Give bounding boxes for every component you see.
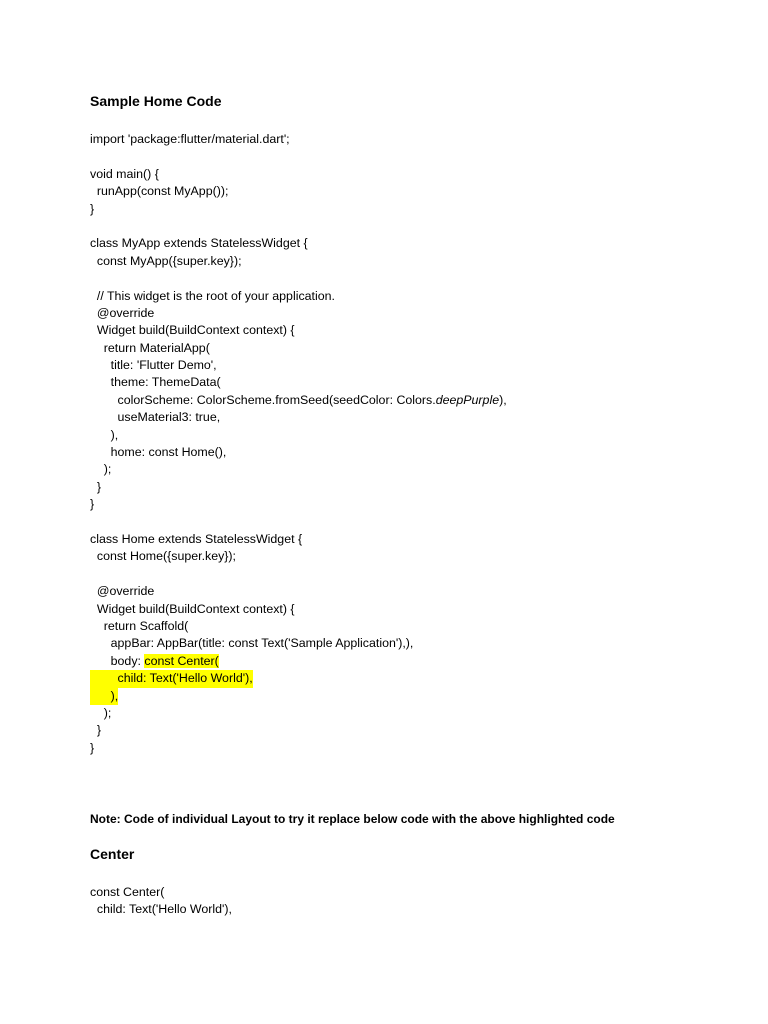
code-block-sample-home	[90, 131, 507, 757]
code-line: appBar: AppBar(title: const Text('Sample Application'),),	[90, 636, 414, 651]
code-line	[90, 218, 507, 235]
code-line: // This widget is the root of your application.	[90, 288, 335, 303]
code-line: class MyApp extends StatelessWidget {	[90, 236, 308, 251]
code-line: @override	[90, 584, 155, 599]
code-text: body:	[90, 653, 145, 668]
highlighted-code: child: Text('Hello World'),	[90, 670, 253, 687]
code-line: home: const Home(),	[90, 445, 227, 460]
code-line: runApp(const MyApp());	[90, 184, 229, 199]
code-text: ),	[499, 392, 507, 407]
code-line: Widget build(BuildContext context) {	[90, 323, 295, 338]
code-line: }	[90, 497, 95, 512]
code-line: child: Text('Hello World'),	[90, 902, 232, 917]
code-line-highlighted	[90, 688, 507, 705]
code-line: @override	[90, 305, 155, 320]
code-line: return Scaffold(	[90, 618, 189, 633]
code-line: }	[90, 723, 102, 738]
code-line: useMaterial3: true,	[90, 410, 221, 425]
code-text: colorScheme: ColorScheme.fromSeed(seedColor: Colors.	[90, 392, 436, 407]
code-line-highlighted	[90, 670, 507, 687]
code-line: const MyApp({super.key});	[90, 253, 242, 268]
code-line: );	[90, 705, 112, 720]
code-line: }	[90, 740, 95, 755]
section-heading-center: Center	[90, 846, 135, 862]
code-line	[90, 270, 507, 287]
code-line: ),	[90, 427, 119, 442]
code-line: const Center(	[90, 885, 165, 899]
italic-code-text: deepPurple	[435, 392, 500, 407]
code-line	[90, 566, 507, 583]
code-line: void main() {	[90, 166, 159, 181]
code-line	[90, 148, 507, 165]
code-line: class Home extends StatelessWidget {	[90, 531, 303, 546]
code-line: );	[90, 462, 112, 477]
code-line: return MaterialApp(	[90, 340, 210, 355]
highlighted-code: const Center(	[144, 653, 219, 668]
note-text: Note: Code of individual Layout to try it replace below code with the above highlighted code	[90, 812, 615, 826]
code-block-center	[90, 884, 232, 919]
code-line-body	[90, 653, 507, 670]
code-line: title: 'Flutter Demo',	[90, 358, 217, 373]
code-line: theme: ThemeData(	[90, 375, 221, 390]
section-heading-sample-home-code: Sample Home Code	[90, 93, 222, 109]
highlighted-code: ),	[90, 688, 118, 705]
code-line	[90, 514, 507, 531]
code-line: }	[90, 201, 95, 216]
code-line-color-scheme	[90, 392, 507, 409]
code-line: const Home({super.key});	[90, 549, 237, 564]
code-line: }	[90, 479, 102, 494]
code-line: import 'package:flutter/material.dart';	[90, 132, 290, 146]
code-line: Widget build(BuildContext context) {	[90, 601, 295, 616]
